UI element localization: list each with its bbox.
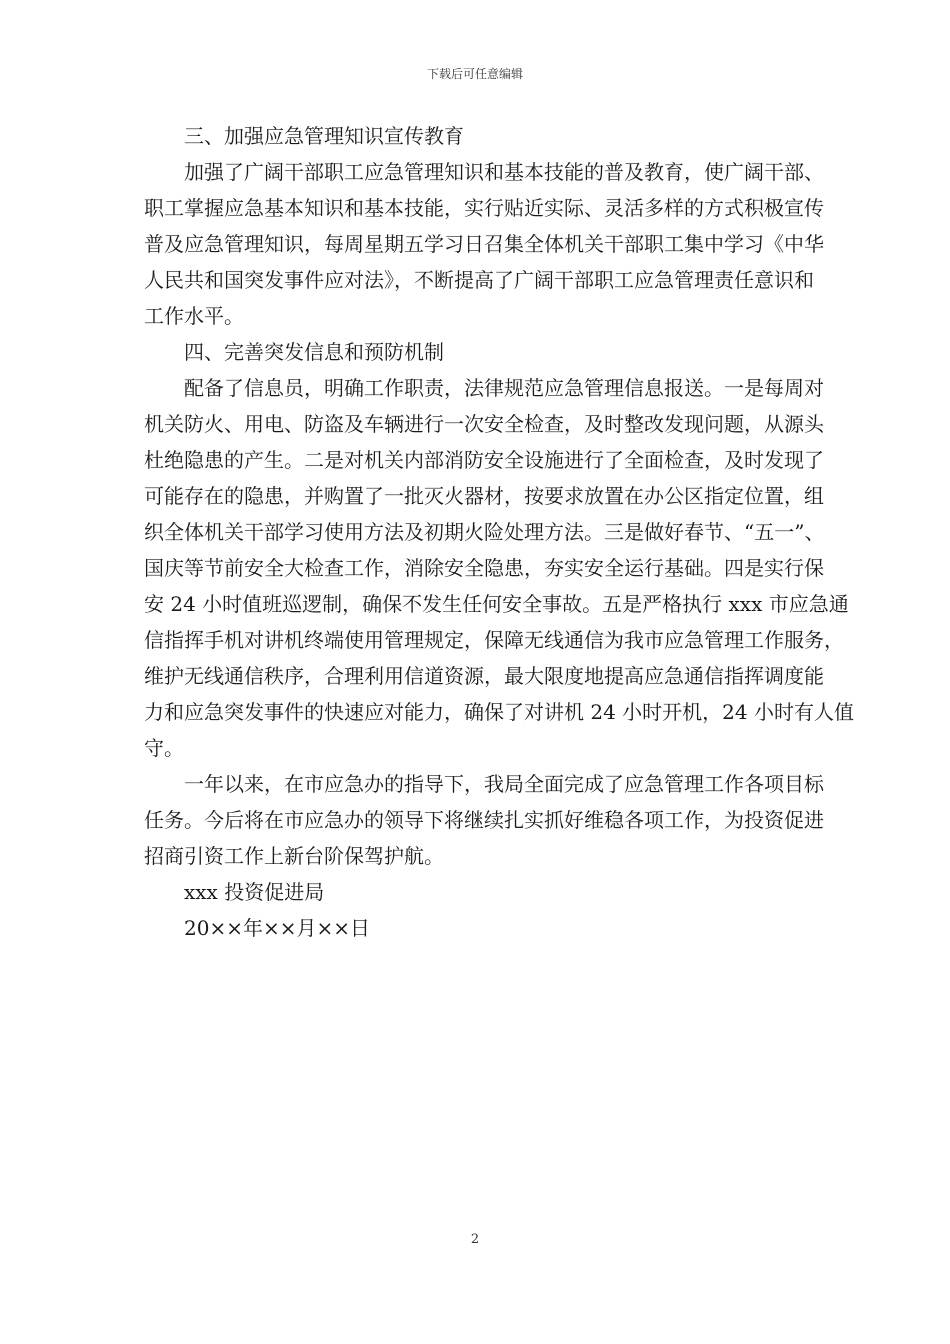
document-body: [144, 118, 854, 946]
signature-organization: xxx 投资促进局: [184, 880, 325, 904]
paragraph-line: 杜绝隐患的产生。二是对机关内部消防安全设施进行了全面检查，及时发现了: [144, 448, 824, 472]
paragraph-line: 配备了信息员，明确工作职责，法律规范应急管理信息报送。一是每周对: [184, 376, 824, 400]
page-header-note: 下载后可任意编辑: [426, 67, 523, 81]
paragraph-line: 职工掌握应急基本知识和基本技能，实行贴近实际、灵活多样的方式积极宣传: [144, 196, 824, 220]
page-number: 2: [470, 1232, 480, 1247]
paragraph-line: 工作水平。: [144, 304, 244, 328]
paragraph-line: 织全体机关干部学习使用方法及初期火险处理方法。三是做好春节、“五一”、: [144, 520, 825, 544]
paragraph-line: 普及应急管理知识，每周星期五学习日召集全体机关干部职工集中学习《中华: [144, 232, 824, 256]
section-heading-3: 三、加强应急管理知识宣传教育: [184, 124, 464, 148]
paragraph-line: 力和应急突发事件的快速应对能力，确保了对讲机 24 小时开机，24 小时有人值: [144, 700, 854, 724]
paragraph-line: 安 24 小时值班巡逻制，确保不发生任何安全事故。五是严格执行 xxx 市应急通: [144, 592, 849, 616]
paragraph-line: 机关防火、用电、防盗及车辆进行一次安全检查，及时整改发现问题，从源头: [144, 412, 824, 436]
section-heading-4: 四、完善突发信息和预防机制: [184, 340, 444, 364]
paragraph-line: 加强了广阔干部职工应急管理知识和基本技能的普及教育，使广阔干部、: [184, 160, 824, 184]
paragraph-line: 招商引资工作上新台阶保驾护航。: [144, 844, 444, 868]
paragraph-line: 任务。今后将在市应急办的领导下将继续扎实抓好维稳各项工作，为投资促进: [144, 808, 824, 832]
paragraph-line: 可能存在的隐患，并购置了一批灭火器材，按要求放置在办公区指定位置，组: [144, 484, 824, 508]
paragraph-line: 信指挥手机对讲机终端使用管理规定，保障无线通信为我市应急管理工作服务，: [144, 628, 844, 652]
signature-date: 20××年××月××日: [184, 916, 370, 940]
paragraph-line: 守。: [144, 736, 184, 760]
paragraph-line: 国庆等节前安全大检查工作，消除安全隐患，夯实安全运行基础。四是实行保: [144, 556, 824, 580]
paragraph-line: 维护无线通信秩序，合理利用信道资源，最大限度地提高应急通信指挥调度能: [144, 664, 824, 688]
paragraph-line: 人民共和国突发事件应对法》，不断提高了广阔干部职工应急管理责任意识和: [144, 268, 814, 292]
paragraph-line: 一年以来，在市应急办的指导下，我局全面完成了应急管理工作各项目标: [184, 772, 824, 796]
